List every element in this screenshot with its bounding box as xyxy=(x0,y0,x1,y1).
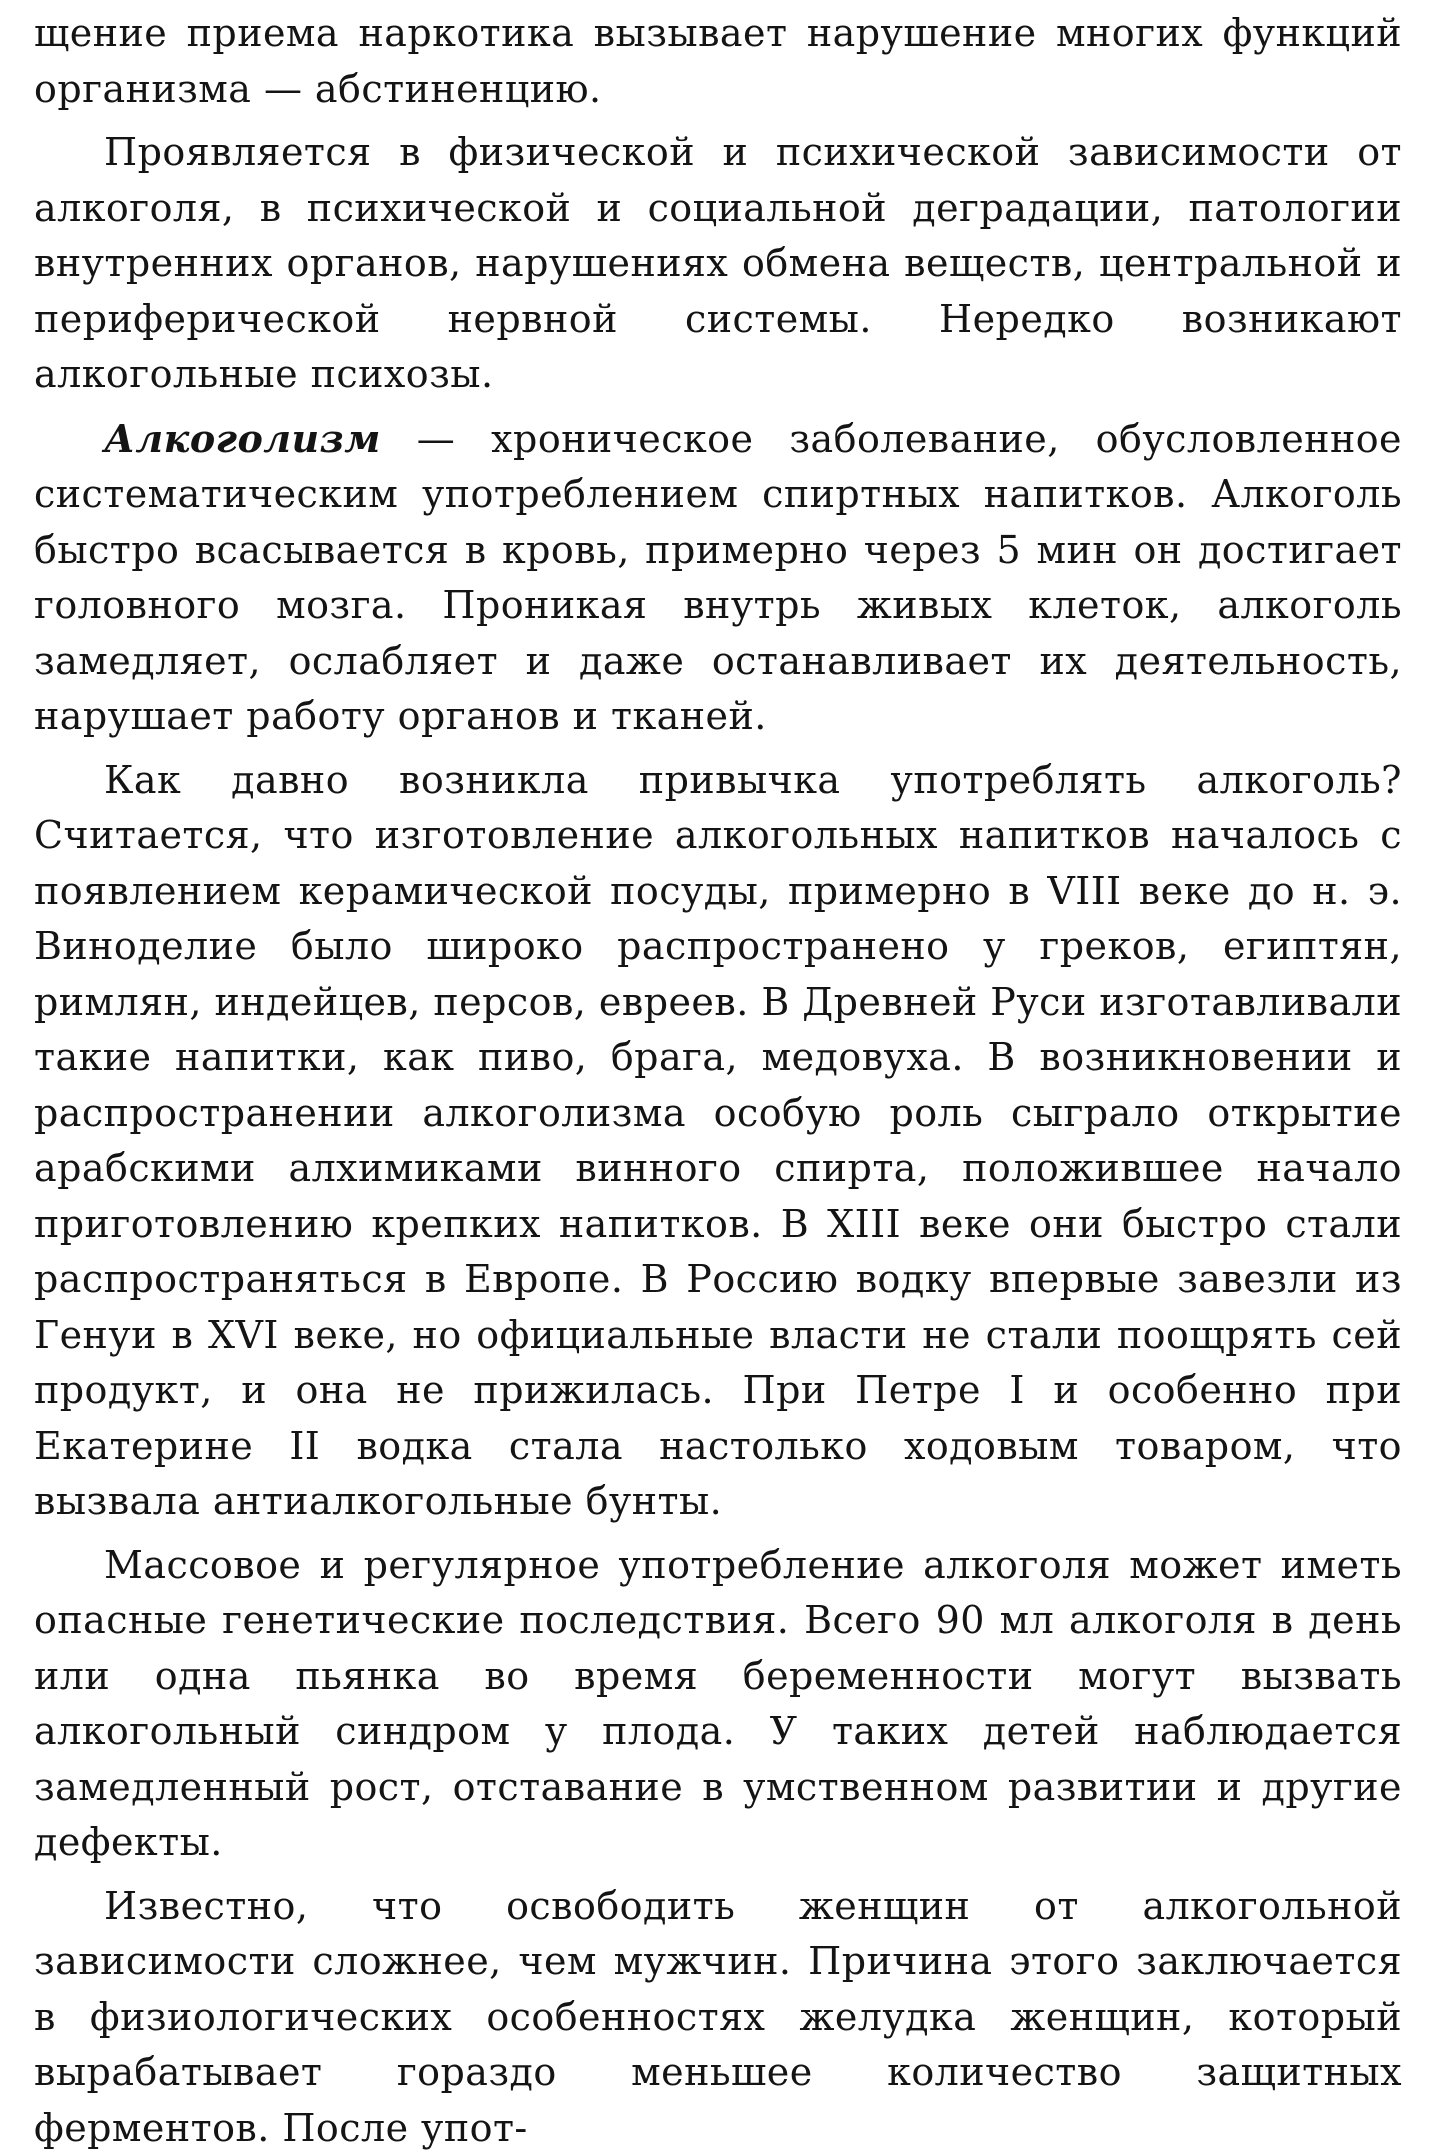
paragraph-abstinence-continuation: щение приема наркотика вызывает нарушение многих функций организма — абстиненцию. xyxy=(34,6,1402,117)
term-alcoholism: Алкоголизм xyxy=(104,416,381,461)
alcoholism-definition-text: — хроническое заболевание, обусловленное систематическим употреблением спиртных напитков. Алкоголь быстро всасывается в кровь, примерно через 5 мин он достигает головного мозга. Проникая внутрь живых клеток, алкоголь замедляет, ослабляет и даже останавливает их деятельность, нарушает работу органов и тканей. xyxy=(34,417,1402,739)
paragraph-alcoholism-definition xyxy=(34,411,1402,745)
paragraph-alcohol-history: Как давно возникла привычка употреблять алкоголь? Считается, что изготовление алкогольных напитков началось с появлением керамической посуды, примерно в VIII веке до н. э. Виноделие было широко распространено у греков, египтян, римлян, индейцев, персов, евреев. В Древней Руси изготавливали такие напитки, как пиво, брага, медовуха. В возникновении и распространении алкоголизма особую роль сыграло открытие арабскими алхимиками винного спирта, положившее начало приготовлению крепких напитков. В XIII веке они быстро стали распространяться в Европе. В Россию водку впервые завезли из Генуи в XVI веке, но официальные власти не стали поощрять сей продукт, и она не прижилась. При Петре I и особенно при Екатерине II водка стала настолько ходовым товаром, что вызвала антиалкогольные бунты. xyxy=(34,753,1402,1530)
paragraph-dependence-manifestation: Проявляется в физической и психической зависимости от алкоголя, в психической и социальной деградации, патологии внутренних органов, нарушениях обмена веществ, центральной и периферической нервной системы. Нередко возникают алкогольные психозы. xyxy=(34,125,1402,403)
paragraph-genetic-consequences: Массовое и регулярное употребление алкоголя может иметь опасные генетические последствия. Всего 90 мл алкоголя в день или одна пьянка во время беременности могут вызвать алкогольный синдром у плода. У таких детей наблюдается замедленный рост, отставание в умственном развитии и другие дефекты. xyxy=(34,1538,1402,1871)
book-page xyxy=(34,6,1402,1996)
paragraph-female-dependence: Известно, что освободить женщин от алкогольной зависимости сложнее, чем мужчин. Причина этого заключается в физиологических особенностях желудка женщин, который вырабатывает гораздо меньшее количество защитных ферментов. После упот- xyxy=(34,1879,1402,2156)
